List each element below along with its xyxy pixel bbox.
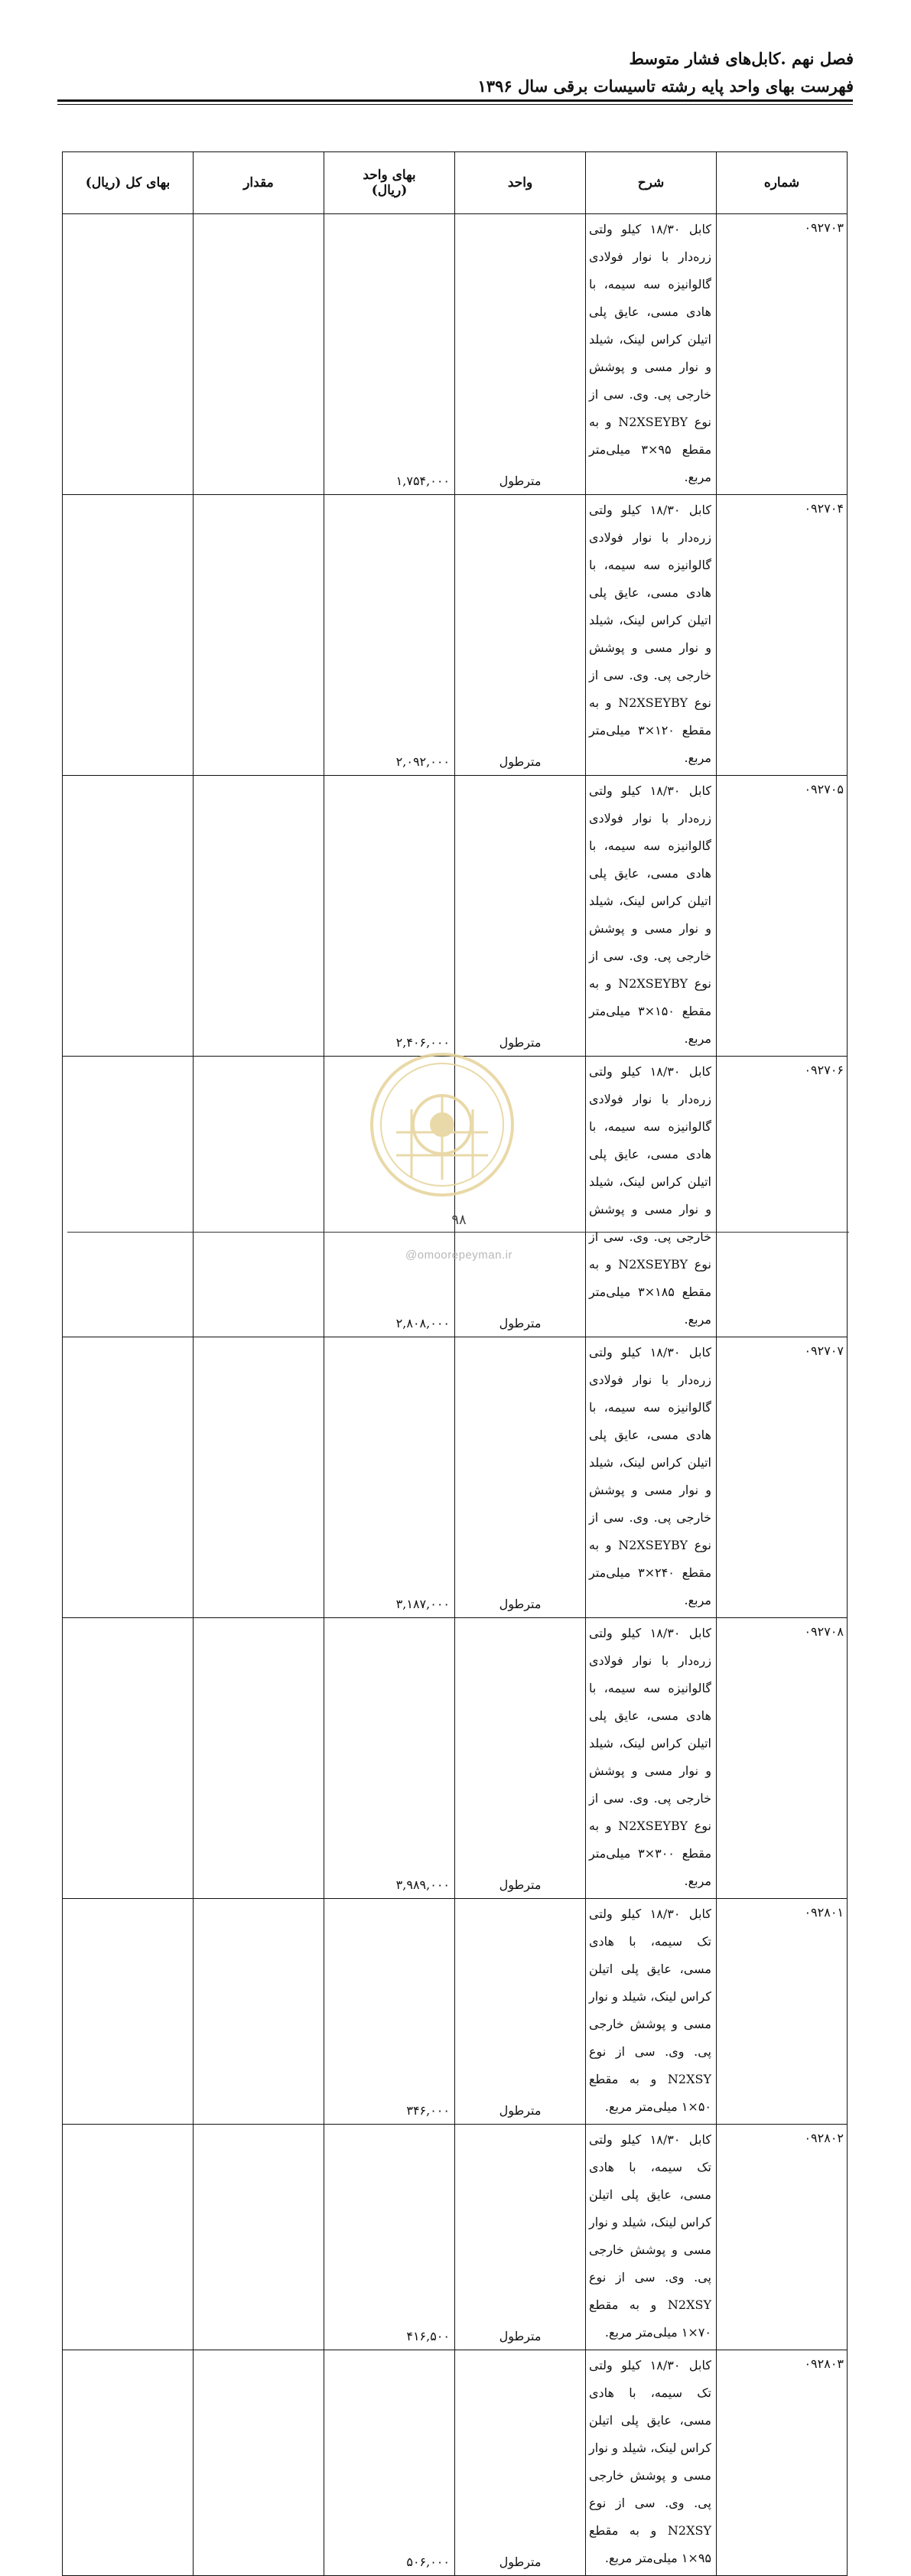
item-code: ۰۹۲۷۰۴ [717,495,848,776]
item-unit-price: ۳,۱۸۷,۰۰۰ [324,1337,455,1618]
header-total: بهای کل (ریال) [63,152,194,214]
item-unit-price: ۲,۴۰۶,۰۰۰ [324,776,455,1057]
item-total [63,214,194,495]
item-code: ۰۹۲۷۰۵ [717,776,848,1057]
item-code: ۰۹۲۷۰۷ [717,1337,848,1618]
item-description: کابل ۱۸/۳۰ کیلو ولتی تک سیمه، با هادی مسی، عایق پلی اتیلن کراس لینک، شیلد و نوار مسی و پوشش خارجی پی. وی. سی از نوع N2XSY و به مقطع ۷۰×۱ میلی‌متر مربع. [586,2125,717,2350]
header-rule-thin [57,104,853,105]
table-row [63,1899,848,2125]
item-unit: مترطول [455,2350,586,2576]
price-table [62,151,848,2576]
item-unit: مترطول [455,776,586,1057]
table-row [63,2125,848,2350]
stamp-seal-icon [366,1040,519,1209]
item-quantity [194,495,324,776]
item-total [63,1618,194,1899]
table-row [63,1337,848,1618]
item-description: کابل ۱۸/۳۰ کیلو ولتی زره‌دار با نوار فولادی گالوانیزه سه سیمه، با هادی مسی، عایق پلی اتیلن کراس لینک، شیلد و نوار مسی و پوشش خارجی پی. وی. سی از نوع N2XSEYBY و به مقطع ۹۵×۳ میلی‌متر مربع. [586,214,717,495]
table-row [63,214,848,495]
website-watermark: @omoorepeyman.ir [405,1249,512,1262]
item-total [63,1337,194,1618]
header-description: شرح [586,152,717,214]
item-description: کابل ۱۸/۳۰ کیلو ولتی زره‌دار با نوار فولادی گالوانیزه سه سیمه، با هادی مسی، عایق پلی اتیلن کراس لینک، شیلد و نوار مسی و پوشش خارجی پی. وی. سی از نوع N2XSEYBY و به مقطع ۱۸۵×۳ میلی‌متر مربع. [586,1057,717,1337]
item-code: ۰۹۲۸۰۱ [717,1899,848,2125]
item-unit: مترطول [455,2125,586,2350]
item-description: کابل ۱۸/۳۰ کیلو ولتی زره‌دار با نوار فولادی گالوانیزه سه سیمه، با هادی مسی، عایق پلی اتیلن کراس لینک، شیلد و نوار مسی و پوشش خارجی پی. وی. سی از نوع N2XSEYBY و به مقطع ۲۴۰×۳ میلی‌متر مربع. [586,1337,717,1618]
header-quantity: مقدار [194,152,324,214]
item-unit-price: ۲,۰۹۲,۰۰۰ [324,495,455,776]
table-row [63,2350,848,2576]
item-description: کابل ۱۸/۳۰ کیلو ولتی زره‌دار با نوار فولادی گالوانیزه سه سیمه، با هادی مسی، عایق پلی اتیلن کراس لینک، شیلد و نوار مسی و پوشش خارجی پی. وی. سی از نوع N2XSEYBY و به مقطع ۱۲۰×۳ میلی‌متر مربع. [586,495,717,776]
item-quantity [194,1057,324,1337]
header-unit: واحد [455,152,586,214]
item-unit: مترطول [455,1337,586,1618]
item-total [63,2350,194,2576]
item-code: ۰۹۲۸۰۳ [717,2350,848,2576]
item-unit-price: ۴۱۶,۵۰۰ [324,2125,455,2350]
item-unit: مترطول [455,1057,586,1337]
item-unit-price: ۲,۸۰۸,۰۰۰ [324,1057,455,1337]
table-row [63,776,848,1057]
item-quantity [194,1337,324,1618]
item-total [63,1057,194,1337]
header-unit-price-currency: (ریال) [371,183,408,198]
table-header-row [63,152,848,214]
table-row [63,495,848,776]
document-subtitle: فهرست بهای واحد پایه رشته تاسیسات برقی سال ۱۳۹۶ [477,77,854,96]
item-description: کابل ۱۸/۳۰ کیلو ولتی زره‌دار با نوار فولادی گالوانیزه سه سیمه، با هادی مسی، عایق پلی اتیلن کراس لینک، شیلد و نوار مسی و پوشش خارجی پی. وی. سی از نوع N2XSEYBY و به مقطع ۳۰۰×۳ میلی‌متر مربع. [586,1618,717,1899]
item-unit: مترطول [455,495,586,776]
chapter-title: فصل نهم .کابل‌های فشار متوسط [629,49,854,68]
item-description: کابل ۱۸/۳۰ کیلو ولتی تک سیمه، با هادی مسی، عایق پلی اتیلن کراس لینک، شیلد و نوار مسی و پوشش خارجی پی. وی. سی از نوع N2XSY و به مقطع ۹۵×۱ میلی‌متر مربع. [586,2350,717,2576]
item-unit-price: ۳۴۶,۰۰۰ [324,1899,455,2125]
item-unit-price: ۱,۷۵۴,۰۰۰ [324,214,455,495]
item-description: کابل ۱۸/۳۰ کیلو ولتی زره‌دار با نوار فولادی گالوانیزه سه سیمه، با هادی مسی، عایق پلی اتیلن کراس لینک، شیلد و نوار مسی و پوشش خارجی پی. وی. سی از نوع N2XSEYBY و به مقطع ۱۵۰×۳ میلی‌متر مربع. [586,776,717,1057]
header-unit-price-label: بهای واحد [363,168,416,183]
page-number: ۹۸ [451,1212,467,1228]
item-total [63,776,194,1057]
item-unit-price: ۳,۹۸۹,۰۰۰ [324,1618,455,1899]
item-unit: مترطول [455,1618,586,1899]
page-header [58,47,854,98]
item-quantity [194,2350,324,2576]
footer-rule [67,1232,849,1233]
item-quantity [194,1899,324,2125]
item-quantity [194,2125,324,2350]
item-total [63,2125,194,2350]
item-quantity [194,776,324,1057]
item-quantity [194,1618,324,1899]
item-unit: مترطول [455,1899,586,2125]
item-quantity [194,214,324,495]
item-code: ۰۹۲۷۰۳ [717,214,848,495]
item-unit-price: ۵۰۶,۰۰۰ [324,2350,455,2576]
header-code: شماره [717,152,848,214]
item-total [63,495,194,776]
item-code: ۰۹۲۸۰۲ [717,2125,848,2350]
item-code: ۰۹۲۷۰۸ [717,1618,848,1899]
item-code: ۰۹۲۷۰۶ [717,1057,848,1337]
table-row [63,1618,848,1899]
header-unit-price [324,152,455,214]
item-description: کابل ۱۸/۳۰ کیلو ولتی تک سیمه، با هادی مسی، عایق پلی اتیلن کراس لینک، شیلد و نوار مسی و پوشش خارجی پی. وی. سی از نوع N2XSY و به مقطع ۵۰×۱ میلی‌متر مربع. [586,1899,717,2125]
header-rule-thick [57,99,853,102]
item-unit: مترطول [455,214,586,495]
item-total [63,1899,194,2125]
